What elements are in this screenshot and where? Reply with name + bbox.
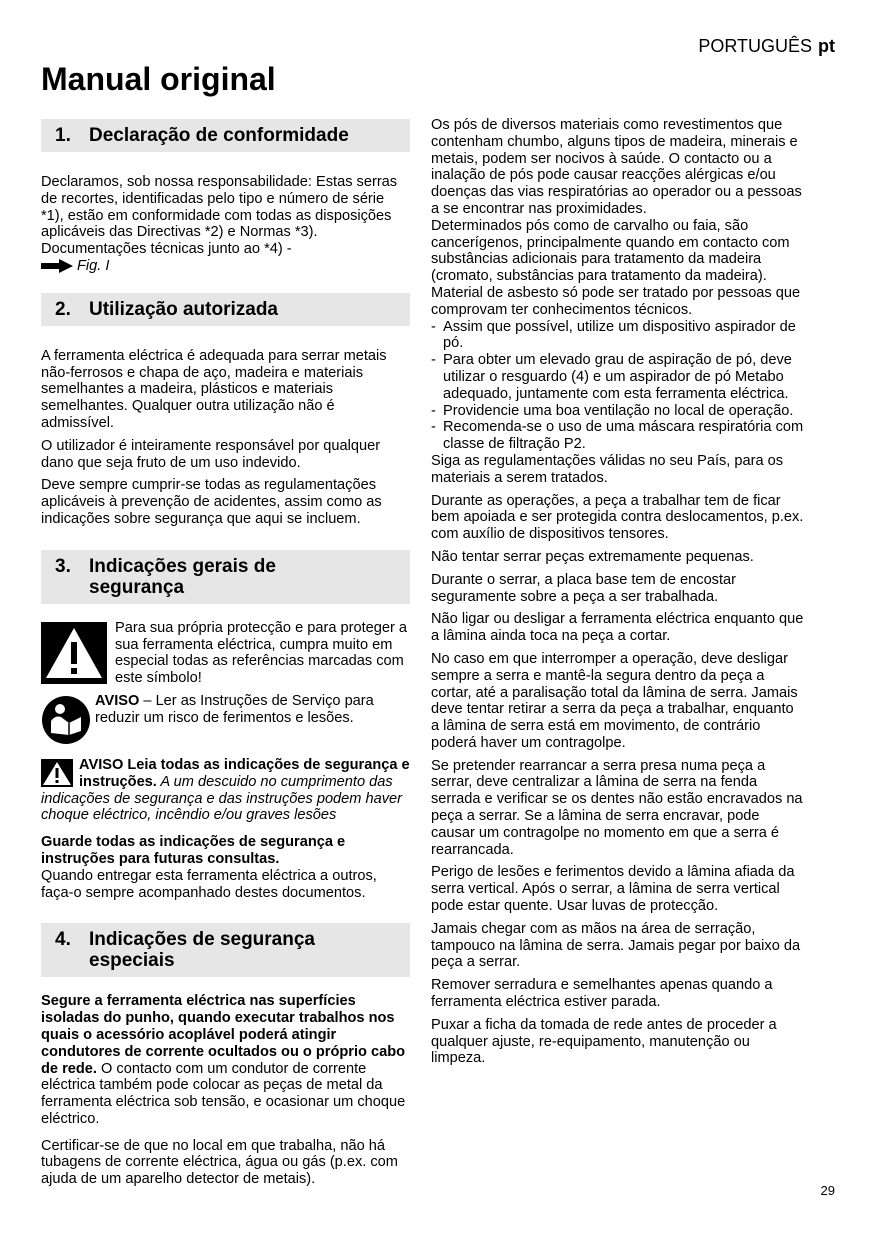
section-heading-3 xyxy=(41,550,410,604)
paragraph: No caso em que interromper a operação, deve desligar sempre a serra e mantê-la segura dentro da peça a cortar, até a paralisação total da lâmina de serra. Jamais deve tentar retirar a serra da peça a trabalhar, enquanto a lâmina de serra está em movimento, de contrário poderá haver um contragolpe. xyxy=(431,650,798,751)
warning-triangle-icon xyxy=(41,759,73,787)
paragraph: Deve sempre cumprir-se todas as regulamentações aplicáveis à prevenção de acidentes, assim como as indicações sobre segurança que aqui se incluem. xyxy=(41,477,382,527)
paragraph: Segure a ferramenta eléctrica nas superfícies isoladas do punho, quando executar trabalhos nos quais o acessório acoplável poderá atingir condutores de corrente ocultados ou o próprio cabo de rede. O contacto com um condutor de corrente eléctrica também pode colocar as peças de metal da ferramenta eléctrica sob tensão, e ocasionar um choque eléctrico. xyxy=(41,993,406,1127)
figure-label: Fig. I xyxy=(77,257,110,274)
paragraph: Perigo de lesões e ferimentos devido a lâmina afiada da serra vertical. Após o serrar, a lâmina de serra vertical pode estar quente. Usar luvas de protecção. xyxy=(431,864,795,915)
page-title: Manual original xyxy=(41,61,276,97)
section-title: Declaração de conformidade xyxy=(89,125,349,146)
arrow-right-icon xyxy=(41,259,73,273)
list-item: - Providencie uma boa ventilação no local de operação. xyxy=(431,403,804,420)
list-item: - Recomenda-se o uso de uma máscara respiratória com classe de filtração P2. xyxy=(431,419,804,453)
section-heading-2 xyxy=(41,293,410,326)
list-item: - Assim que possível, utilize um dispositivo aspirador de pó. xyxy=(431,319,804,353)
section-number: 3. xyxy=(55,555,71,577)
section-heading-1 xyxy=(41,119,410,152)
paragraph: A ferramenta eléctrica é adequada para serrar metais não-ferrosos e chapa de aço, madeira e materiais semelhantes a madeira, plásticos e materiais semelhantes. Qualquer outra utilização não é admissível. xyxy=(41,347,387,431)
section-title: Utilização autorizada xyxy=(89,298,278,320)
section-number: 4. xyxy=(55,929,71,951)
keep-instructions-paragraph: Guarde todas as indicações de segurança e instruções para futuras consultas. Quando entregar esta ferramenta eléctrica a outros, faça-o sempre acompanhado destes documentos. xyxy=(41,834,377,901)
paragraph: Determinados pós como de carvalho ou faia, são cancerígenos, principalmente quando em contacto com substâncias adicionais para tratamento da madeira (cromato, substâncias para tratamento da madeira). Material de asbesto só pode ser tratado por pessoas que comprovam ter conhecimentos técnicos. xyxy=(431,217,801,318)
section-title: Indicações de segurança especiais xyxy=(89,929,315,972)
paragraph: Durante o serrar, a placa base tem de encostar seguramente sobre a peça a ser trabalhada. xyxy=(431,571,737,605)
paragraph: Durante as operações, a peça a trabalhar tem de ficar bem apoiada e ser protegida contra deslocamentos, p.ex. com auxílio de dispositivos tensores. xyxy=(431,492,804,543)
paragraph: Jamais chegar com as mãos na área de serração, tampouco na lâmina de serra. Jamais pegar por baixo da peça a serrar. xyxy=(431,920,801,971)
paragraph: O utilizador é inteiramente responsável por qualquer dano que seja fruto de um uso indevido. xyxy=(41,437,381,471)
language-code: pt xyxy=(818,36,835,56)
paragraph: Se pretender rearrancar a serra presa numa peça a serrar, deve centralizar a lâmina de serra na fenda serrada e verificar se os dentes não estão encravados na peça a serrar. Se a lâmina de serra encravar, pode causar um contragolpe no momento em que a serra é rearrancada. xyxy=(431,757,803,858)
paragraph: Não tentar serrar peças extremamente pequenas. xyxy=(431,548,754,565)
list-item: - Para obter um elevado grau de aspiração de pó, deve utilizar o resguardo (4) e um aspirador de pó Metabo adequado, juntamente com esta ferramenta eléctrica. xyxy=(431,352,804,402)
section-heading-4 xyxy=(41,923,410,977)
left-column xyxy=(41,119,410,1194)
paragraph: Remover serradura e semelhantes apenas quando a ferramenta eléctrica estiver parada. xyxy=(431,977,773,1011)
language-header xyxy=(698,36,835,57)
right-column xyxy=(431,117,804,1073)
warning-symbol-text: Para sua própria protecção e para proteger a sua ferramenta eléctrica, cumpra muito em especial todas as referências marcadas com este símbolo! xyxy=(115,619,408,687)
read-manual-icon xyxy=(41,695,91,745)
dust-list xyxy=(431,319,804,453)
read-manual-block xyxy=(41,693,410,745)
section-number: 1. xyxy=(55,125,71,146)
read-manual-text: AVISO – Ler as Instruções de Serviço para reduzir um risco de ferimentos e lesões. xyxy=(95,692,374,726)
paragraph: Os pós de diversos materiais como revestimentos que contenham chumbo, alguns tipos de madeira, minerais e metais, podem ser nocivos à saúde. O contacto ou a inalação de pós pode causar reacções alérgicas e/ou doenças das vias respiratórias ao operador ou a pessoas a se encontrar nas proximidades. xyxy=(431,117,802,217)
language-label: PORTUGUÊS xyxy=(698,36,812,56)
figure-reference xyxy=(41,258,410,275)
section-number: 2. xyxy=(55,298,71,320)
warning-triangle-icon xyxy=(41,622,107,684)
conformity-text: Declaramos, sob nossa responsabilidade: Estas serras de recortes, identificadas pelo tipo e número de série *1), estão em conformidade com todas as disposições aplicáveis das Directivas *2) e Normas *3). Documentações técnicas junto ao *4) - xyxy=(41,174,398,258)
paragraph: Não ligar ou desligar a ferramenta eléctrica enquanto que a lâmina ainda toca na peça a cortar. xyxy=(431,611,804,645)
section-title: Indicações gerais de segurança xyxy=(89,555,276,598)
paragraph: Siga as regulamentações válidas no seu País, para os materiais a serem tratados. xyxy=(431,452,784,486)
page-number: 29 xyxy=(820,1183,835,1198)
safety-warning-paragraph: AVISO Leia todas as indicações de segurança e instruções. A um descuido no cumprimento das indicações de segurança e das instruções podem haver choque eléctrico, incêndio e/ou graves lesões xyxy=(41,756,410,824)
paragraph: Puxar a ficha da tomada de rede antes de proceder a qualquer ajuste, re-equipamento, manutenção ou limpeza. xyxy=(431,1016,777,1067)
paragraph: Certificar-se de que no local em que trabalha, não há tubagens de corrente eléctrica, água ou gás (p.ex. com ajuda de um aparelho detector de metais). xyxy=(41,1137,398,1188)
warning-symbol-block xyxy=(41,620,410,687)
